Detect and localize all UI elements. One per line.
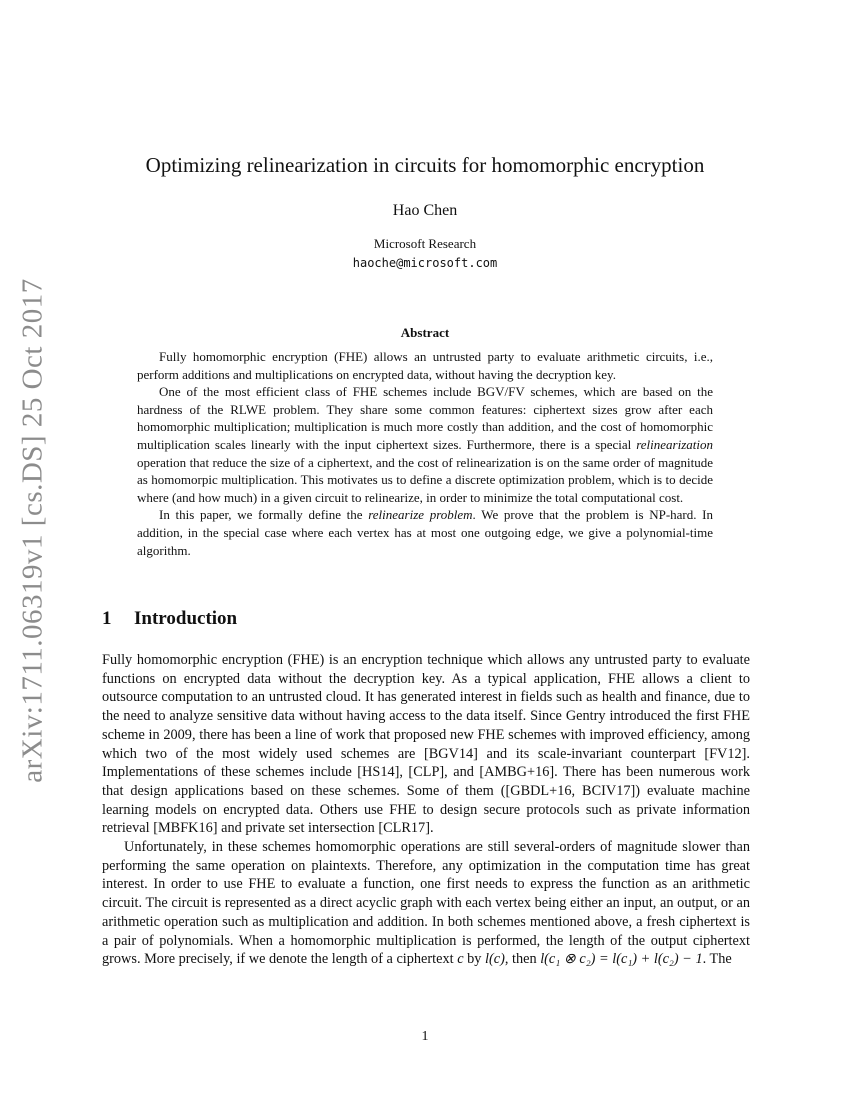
body-paragraph: [102, 838, 750, 969]
body-text: . The: [702, 951, 732, 968]
math-expression: l(c): [485, 951, 505, 968]
body-text: , then: [504, 951, 541, 968]
paper-title: Optimizing relinearization in circuits for homomorphic encryption: [145, 153, 705, 177]
body-text: Fully homomorphic encryption (FHE) is an encryption technique which allows any untrusted party to evaluate functions on encrypted data without the decryption key. As a typical application, FHE allows a client to outsource computation to an untrusted cloud. It has generated interest in fields such as health and finance, due to the need to analyze sensitive data without having access to the data itself. Since Gentry introduced the first FHE scheme in 2009, there has been a line of work that proposed new FHE schemes with improved efficiency, among which two of the most widely used schemes are [BGV14] and its scale-invariant counterpart [FV12]. Implementations of these schemes include [HS14], [CLP], and [AMBG+16]. There has been numerous work that design applications based on these schemes. Some of them ([GBDL+16, BCIV17]) evaluate machine learning models on encrypted data. Others use FHE to design secure protocols such as private information retrieval [MBFK16] and private set intersection [CLR17].: [102, 652, 750, 837]
emphasis-term: relinearization: [636, 436, 713, 452]
section-heading: [102, 608, 237, 630]
math-expression: c: [457, 951, 464, 968]
author-email: haoche@microsoft.com: [352, 256, 498, 270]
arxiv-identifier-text: arXiv:1711.06319v1 [cs.DS] 25 Oct 2017: [16, 277, 49, 783]
abstract-paragraph: [137, 506, 713, 559]
abstract-paragraph: [137, 348, 713, 383]
abstract-paragraph: [137, 383, 713, 506]
body-text: by: [463, 951, 485, 968]
body-paragraph: [102, 651, 750, 838]
abstract-text: . We prove that the problem is NP-hard. In addition, in the special case where each vertex has at most one outgoing edge, we give a polynomial-time algorithm.: [137, 507, 714, 558]
page-number: 1: [421, 1029, 429, 1044]
body-text: Unfortunately, in these schemes homomorphic operations are still several-orders of magnitude slower than performing the same operation on plaintexts. Therefore, any optimization in the computation time has great interest. In order to use FHE to evaluate a function, one first needs to express the function as an arithmetic circuit. The circuit is represented as a direct acyclic graph with each vertex being either an input, an output, or an arithmetic operation such as multiplication and addition. In both schemes mentioned above, a fresh ciphertext is a pair of polynomials. When a homomorphic multiplication is performed, the length of the output ciphertext grows. More precisely, if we denote the length of a ciphertext: [102, 839, 750, 968]
author-name: Hao Chen: [392, 202, 458, 219]
arxiv-identifier-stamp: [6, 270, 60, 790]
abstract-heading: Abstract: [400, 325, 450, 340]
abstract-body: [137, 348, 713, 559]
math-expression: l(c₁ ⊗ c₂) = l(c₁) + l(c₂) − 1: [540, 951, 703, 968]
abstract-text: One of the most efficient class of FHE schemes include BGV/FV schemes, which are based on the hardness of the RLWE problem. They share some common features: ciphertext sizes grow after each homomorphic multiplication; multiplication is much more costly than addition, and the cost of homomorphic multiplication scales linearly with the input ciphertext sizes. Furthermore, there is a special: [137, 384, 713, 452]
introduction-body: [102, 651, 750, 969]
emphasis-term: relinearize problem: [368, 507, 473, 523]
author-affiliation: Microsoft Research: [373, 236, 477, 251]
abstract-text: operation that reduce the size of a ciphertext, and the cost of relinearization is on the same order of magnitude as homomorpic multiplication. This motivates us to define a discrete optimization problem, which is to decide where (and how much) in a given circuit to relinearize, in order to minimize the total computational cost.: [137, 454, 713, 505]
abstract-text: In this paper, we formally define the: [159, 507, 369, 523]
section-number: 1: [102, 608, 112, 629]
abstract-text: Fully homomorphic encryption (FHE) allows an untrusted party to evaluate arithmetic circuits, i.e., perform additions and multiplications on encrypted data, without having the decryption key.: [137, 349, 713, 382]
section-title: Introduction: [134, 608, 238, 629]
